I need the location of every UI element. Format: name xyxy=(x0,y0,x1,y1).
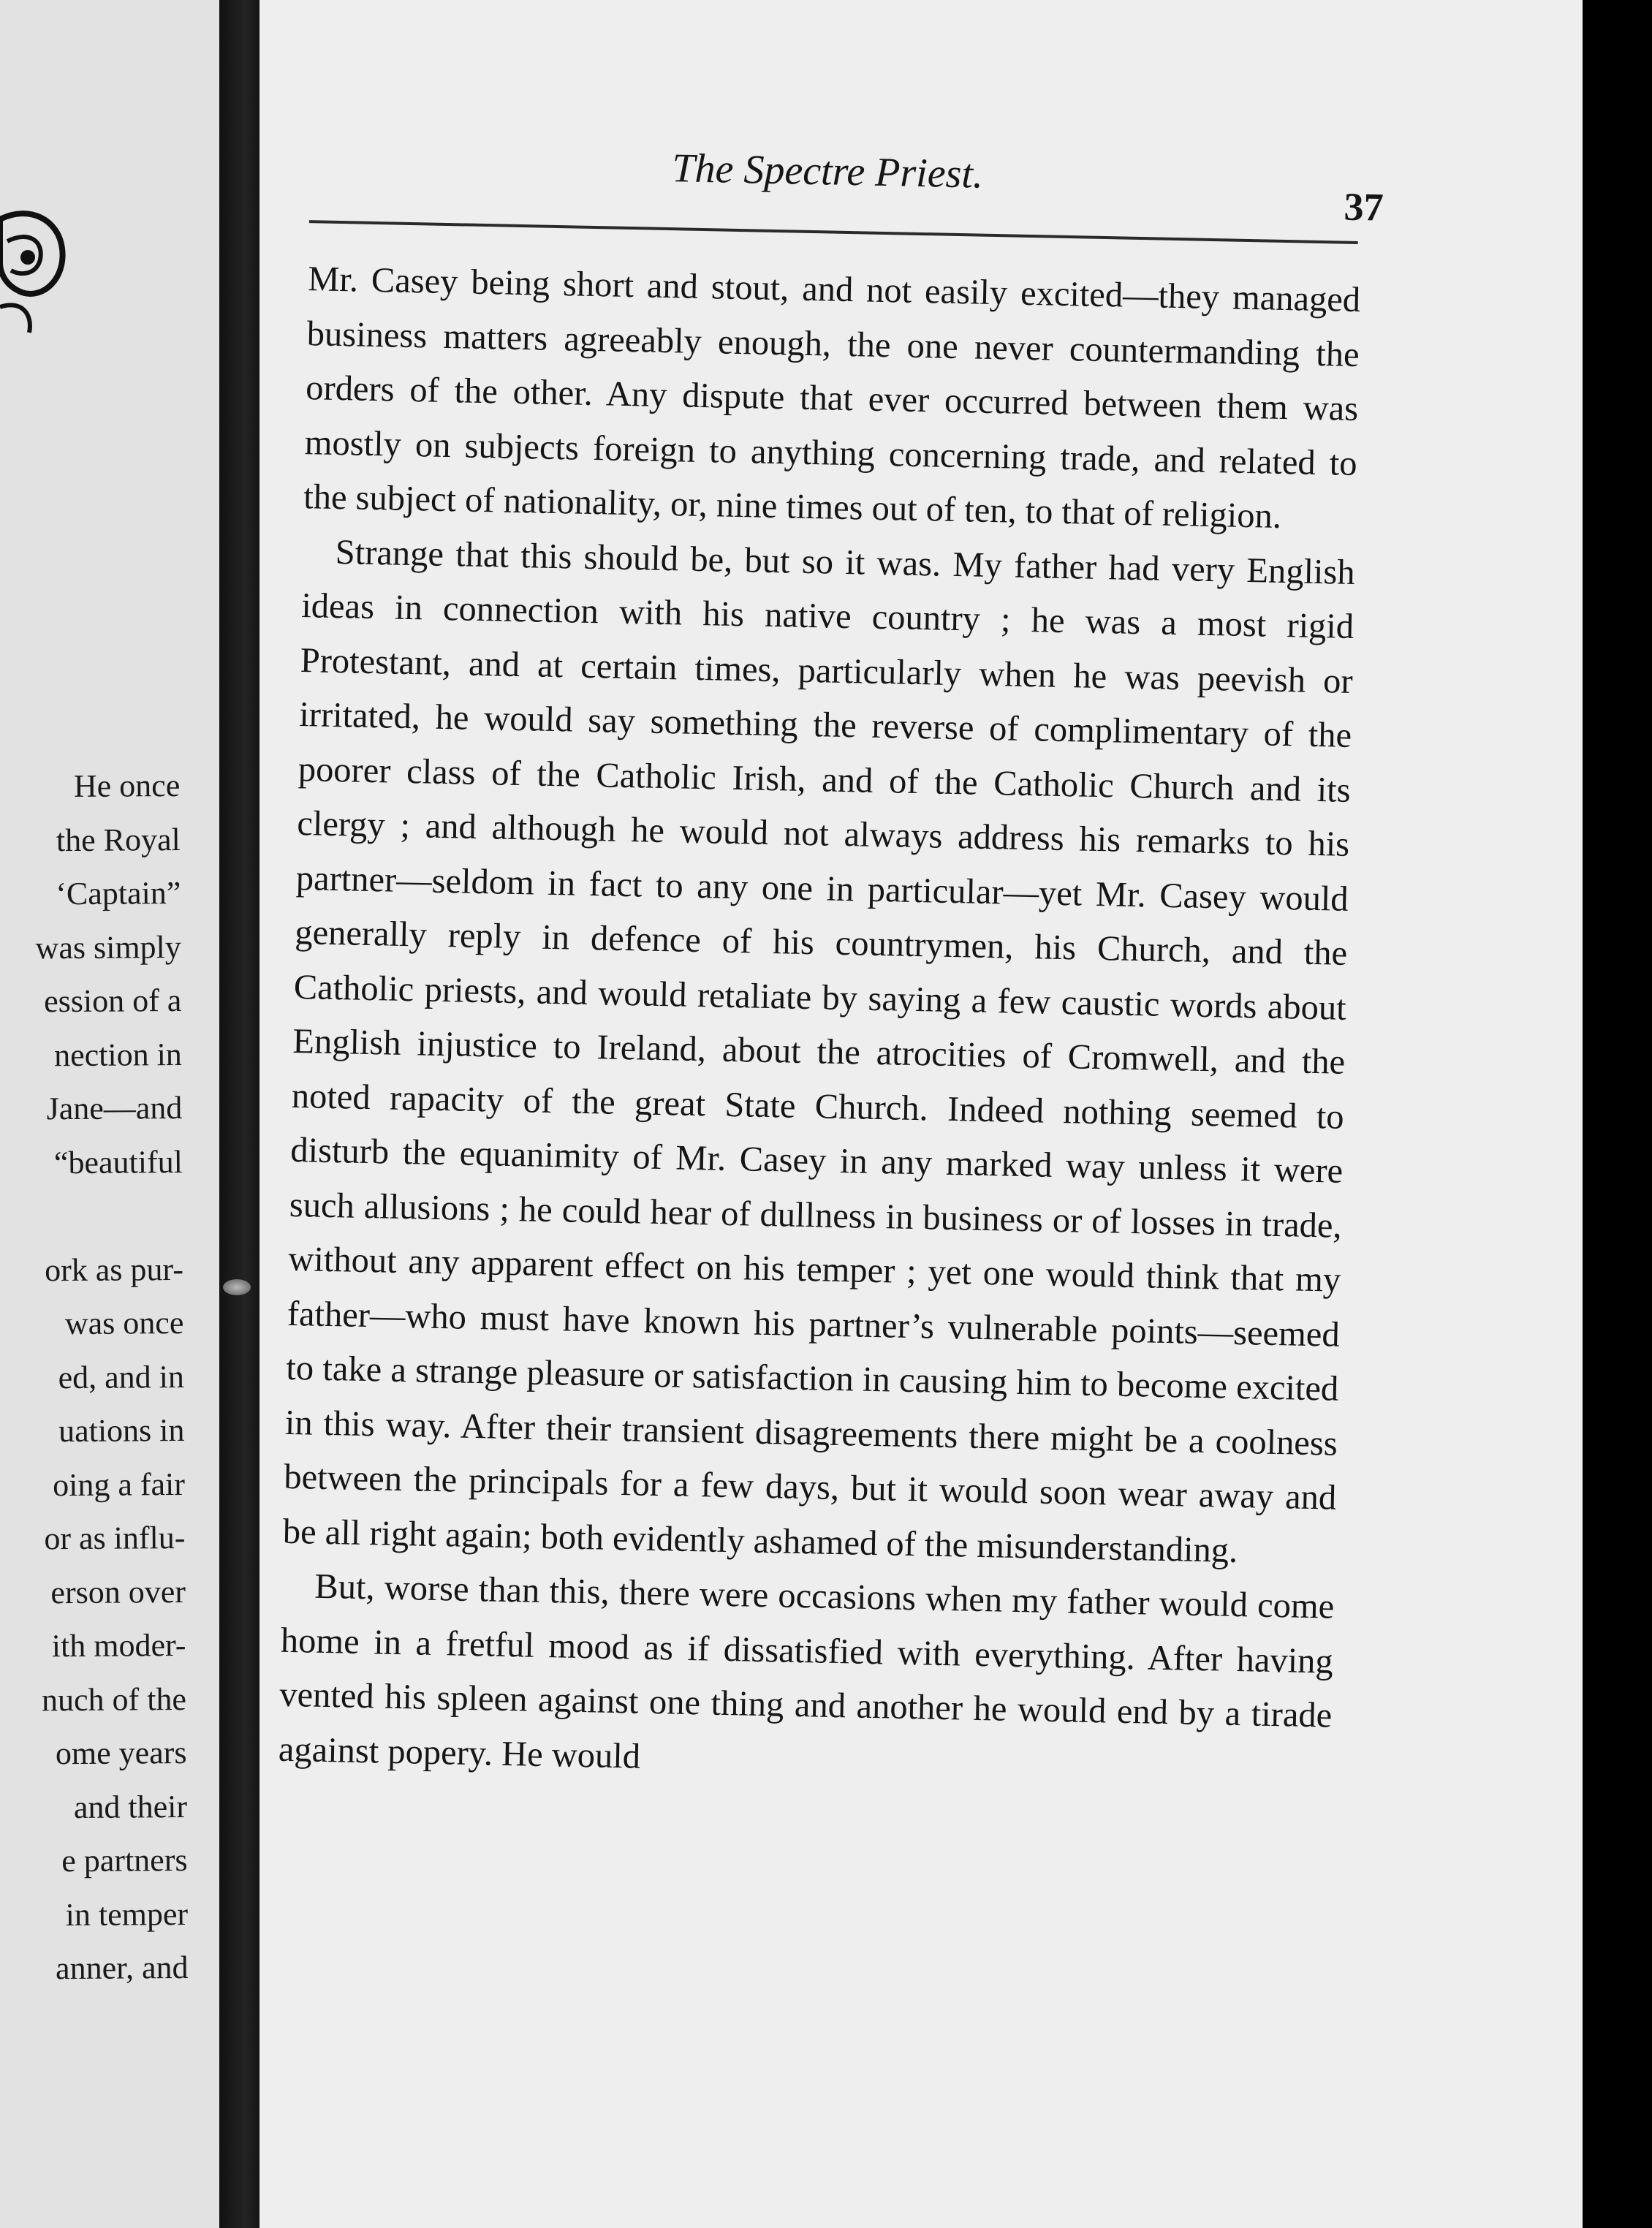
left-line: e partners xyxy=(61,1841,188,1879)
left-line: in temper xyxy=(65,1895,189,1933)
running-head: The Spectre Priest. xyxy=(671,145,984,197)
left-line: and their xyxy=(73,1788,188,1825)
left-line: ome years xyxy=(55,1734,187,1772)
body-text xyxy=(278,252,1361,1797)
left-line: ed, and in xyxy=(58,1358,185,1395)
left-line: ‘Captain” xyxy=(56,874,181,912)
header-rule xyxy=(309,220,1358,244)
left-line: the Royal xyxy=(56,821,181,858)
left-line: was once xyxy=(64,1304,184,1342)
left-line: nuch of the xyxy=(41,1681,187,1718)
left-line: uations in xyxy=(58,1412,185,1450)
ornament-icon xyxy=(0,190,73,336)
left-page xyxy=(0,0,219,2228)
left-line: Jane—and xyxy=(46,1089,183,1127)
paragraph: But, worse than this, there were occasions when my father would come home in a fretful mood as if dissatisfied with everything. After having vented his spleen against one thing and another he would end by a tirade against popery. He would xyxy=(278,1566,1335,1776)
ink-blot xyxy=(223,1279,251,1295)
bleed-through-text xyxy=(110,175,212,221)
scan-border xyxy=(1583,0,1652,2228)
left-line: “beautiful xyxy=(53,1143,183,1181)
left-page-text xyxy=(0,759,189,1996)
left-line: He once xyxy=(73,767,181,805)
left-line: nection in xyxy=(53,1036,182,1073)
paragraph: Strange that this should be, but so it was. My father had very English ideas in connection with his native country ; he was a most rigid Protestant, and at certain times, particularly when he was peevish or irritated, he would say something the reverse of complimentary of the poorer class of the Catholic Irish, and of the Catholic Church and its clergy ; and although he would not always address his remarks to his partner—seldom in fact to any one in particular—yet Mr. Casey would generally reply in defence of his countrymen, his Church, and the Catholic priests, and would retaliate by saying a few caustic words about English injustice to Ireland, about the atrocities of Cromwell, and the noted rapacity of the great State Church. Indeed nothing seemed to disturb the equanimity of Mr. Casey in any marked way unless it were such allusions ; he could hear of dullness in business or of losses in trade, without any apparent effect on his temper ; yet one would think that my father—who must have known his partner’s vulnerable points—seemed to take a strange pleasure or satisfaction in causing him to become excited in this way. After their transient disagreements there might be a coolness between the principals for a few days, but it would soon wear away and be all right again; both evidently ashamed of the misunderstanding. xyxy=(282,532,1356,1570)
right-page xyxy=(259,0,1583,2228)
left-line: ith moder- xyxy=(51,1626,186,1664)
page-number: 37 xyxy=(1344,184,1384,230)
page-content xyxy=(259,0,1583,2228)
paragraph: Mr. Casey being short and stout, and not easily excited—they managed business matters agreeably enough, the one never countermanding the orders of the other. Any dispute that ever occurred between them was mostly on subjects foreign to anything concerning trade, and related to the subject of nationality, or, nine times out of ten, to that of religion. xyxy=(303,259,1361,536)
left-line: anner, and xyxy=(55,1949,189,1987)
left-line: was simply xyxy=(35,928,181,966)
left-line: or as influ- xyxy=(44,1519,186,1557)
left-line: ession of a xyxy=(43,982,182,1020)
left-line: oing a fair xyxy=(52,1466,186,1503)
left-line: erson over xyxy=(50,1573,186,1610)
left-line xyxy=(3,1189,183,1243)
left-line: ork as pur- xyxy=(44,1251,184,1288)
